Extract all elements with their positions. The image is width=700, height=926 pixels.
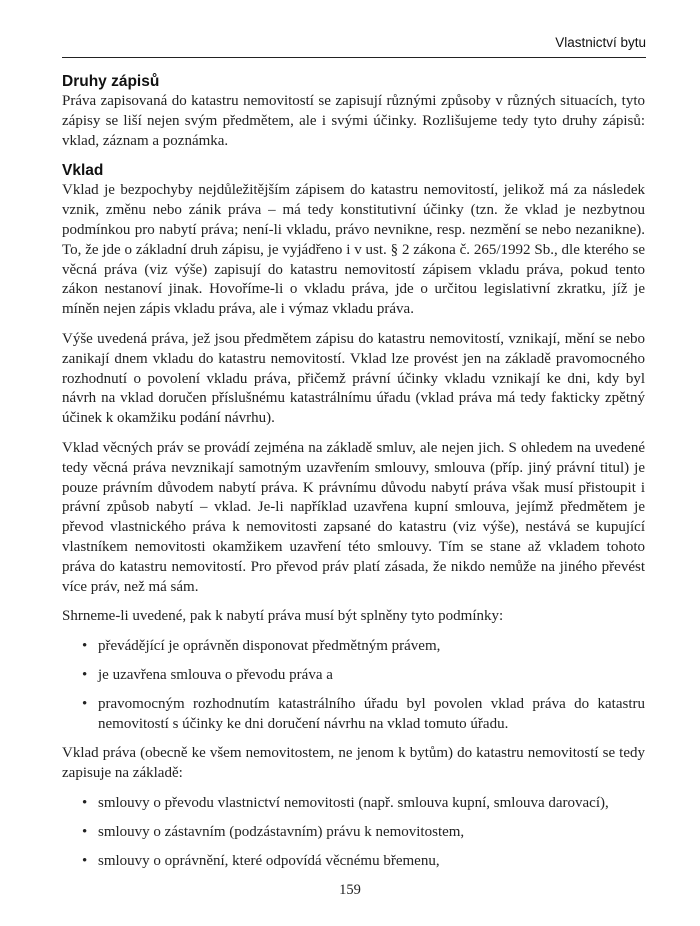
bullet-icon: • [82, 852, 88, 869]
list-item [62, 794, 645, 814]
bullet-icon: • [82, 823, 88, 840]
list-item-text: pravomocným rozhodnutím katastrálního úřadu byl povolen vklad práva do katastru nemovitostí s účinky ke dni doručení návrhu na vklad tomuto úřadu. [98, 695, 645, 732]
paragraph-vklad-3: Vklad věcných práv se provádí zejména na základě smluv, ale nejen jich. S ohledem na uvedené tedy věcná práva nevznikají samotným uzavřením smlouvy, smlouva (příp. jiný právní titul) je pouze právním důvodem nabytí práva. K právnímu důvodu nabytí práva však musí přistoupit i právní způsob nabytí – vklad. Je-li například uzavřena kupní smlouva, jejímž předmětem je převod vlastnického práva k nemovitosti zapsané do katastru (viz výše), nestává se kupující vlastníkem nemovitosti okamžikem uzavření této smlouvy. Tím se stane až vkladem tohoto práva do katastru nemovitostí. Pro převod práv platí zásada, že nikdo nemůže na jiného převést více práv, než má sám. [62, 439, 645, 595]
paragraph-druhy-zapisu: Práva zapisovaná do katastru nemovitostí se zapisují různými způsoby v různých situacích, tyto zápisy se liší nejen svým předmětem, ale i svými účinky. Rozlišujeme tedy tyto druhy zápisů: vklad, záznam a poznámka. [62, 93, 645, 149]
bases-list [62, 794, 645, 871]
list-item [62, 823, 645, 843]
paragraph-vklad-1: Vklad je bezpochyby nejdůležitějším zápisem do katastru nemovitostí, jelikož má za následek vznik, změnu nebo zánik práva – má tedy konstitutivní účinky (tzn. že vklad je nezbytnou podmínkou pro nabytí práva; není-li vkladu, právo nevnikne, resp. nezmění se nebo nezanikne). To, že jde o základní druh zápisu, je vyjádřeno i v ust. § 2 zákona č. 265/1992 Sb., dle kterého se věcná práva (viz výše) zapisují do katastru nemovitostí zápisem vkladu práva, pokud tento zákon nestanoví jinak. Hovoříme-li o vkladu práva, jde o určitou legislativní zkratku, jíž je míněn nejen zápis vkladu práva, ale i výmaz vkladu práva. [62, 182, 645, 318]
bullet-icon: • [82, 794, 88, 811]
heading-druhy-zapisu: Druhy zápisů [62, 73, 160, 90]
list-item-text: smlouvy o zástavním (podzástavním) právu k nemovitostem, [98, 823, 465, 840]
header-rule [62, 57, 646, 58]
paragraph-vklad-5: Vklad práva (obecně ke všem nemovitostem, ne jenom k bytům) do katastru nemovitostí se tedy zapisuje na základě: [62, 745, 645, 782]
list-item-text: smlouvy o oprávnění, které odpovídá věcnému břemenu, [98, 852, 440, 869]
list-item [62, 666, 645, 686]
list-item [62, 852, 645, 872]
page-body [62, 66, 645, 881]
list-item-text: je uzavřena smlouva o převodu práva a [98, 666, 333, 683]
conditions-list [62, 637, 645, 734]
bullet-icon: • [82, 695, 88, 712]
bullet-icon: • [82, 638, 88, 655]
list-item [62, 637, 645, 657]
paragraph-vklad-4: Shrneme-li uvedené, pak k nabytí práva musí být splněny tyto podmínky: [62, 608, 504, 625]
heading-vklad: Vklad [62, 162, 104, 180]
list-item-text: převádějící je oprávněn disponovat předmětným právem, [98, 638, 441, 655]
paragraph-vklad-2: Výše uvedená práva, jež jsou předmětem zápisu do katastru nemovitostí, vznikají, mění se nebo zanikají dnem vkladu do katastru nemovitostí. Vklad lze provést jen na základě pravomocného rozhodnutí o povolení vkladu práva, přičemž právní účinky vkladu vznikají ke dni, kdy byl návrh na vklad doručen příslušnému katastrálnímu úřadu (vklad práva má tedy fakticky zpětný účinek k okamžiku podání návrhu). [62, 330, 645, 427]
list-item-text: smlouvy o převodu vlastnictví nemovitosti (např. smlouva kupní, smlouva darovací), [98, 794, 609, 811]
running-header: Vlastnictví bytu [555, 35, 646, 50]
list-item [62, 695, 645, 735]
page-number: 159 [339, 882, 361, 898]
bullet-icon: • [82, 666, 88, 683]
